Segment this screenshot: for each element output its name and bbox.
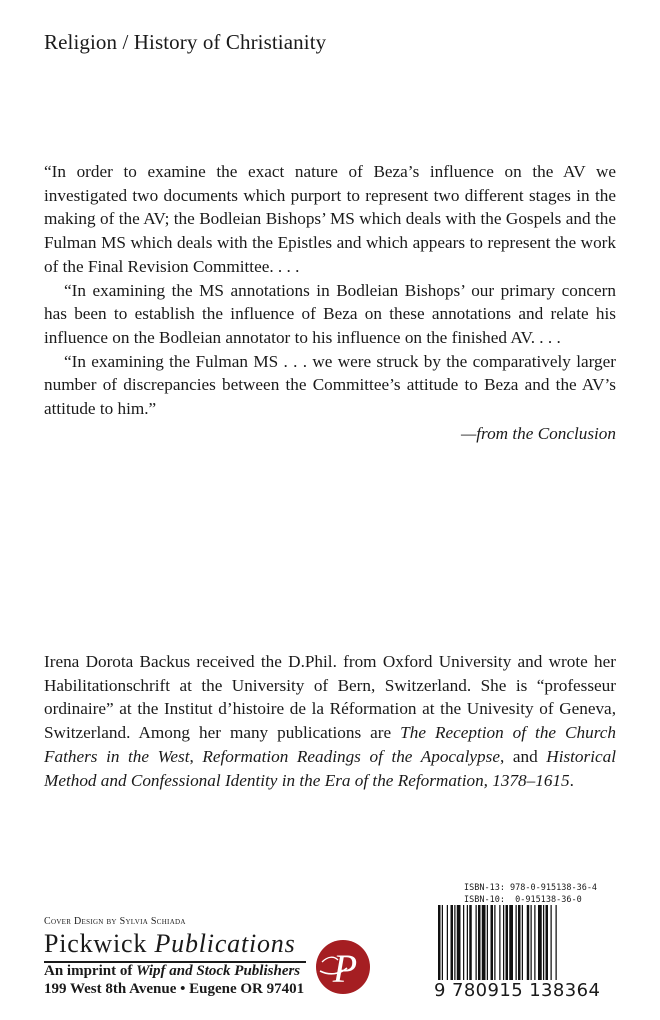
back-cover-quote (44, 160, 616, 445)
imprint-name: Wipf and Stock Publishers (136, 963, 301, 979)
cover-design-credit: Cover Design by Sylvia Schiada (44, 916, 186, 927)
bio-book-title-1: The Reception of the Church Fathers in the West (44, 723, 616, 766)
quote-paragraph-3: “In examining the Fulman MS . . . we were struck by the comparatively larger number of discrepancies between the Committee’s attitude to Beza and the AV’s attitude to him.” (44, 351, 616, 419)
publisher-logo-icon (314, 938, 372, 996)
bio-separator-2: , and (499, 746, 547, 766)
isbn-10: ISBN-10: 0-915138-36-0 (464, 895, 582, 905)
category-label: Religion / History of Christianity (44, 30, 327, 54)
publisher-name (44, 929, 296, 959)
bio-book-title-3: Historical Method and Confessional Identity in the Era of the Reformation, 1378–1615 (44, 746, 616, 790)
bio-text: Irena Dorota Backus received the D.Phil. from Oxford University and wrote her Habilitationschrift at the University of Bern, Switzerland. She is “professeur ordinaire” at the Institut d’histoire de la Réformation at the Univesity of Geneva, Switzerland. Among her many publications are (44, 652, 616, 743)
bio-book-title-2: Reformation Readings of the Apocalypse (202, 746, 500, 766)
isbn-block (464, 882, 597, 906)
publisher-address: 199 West 8th Avenue • Eugene OR 97401 (44, 981, 305, 997)
barcode-icon (436, 905, 620, 980)
imprint-prefix: An imprint of (44, 963, 137, 979)
author-bio (44, 650, 616, 792)
logo-letter: P (332, 946, 358, 991)
quote-paragraph-1: “In order to examine the exact nature of Beza’s influence on the AV we investigated two documents which purport to represent two different stages in the making of the AV; the Bodleian Bishops’ MS which deals with the Gospels and the Fulman MS which deals with the Epistles and which appears to represent the work of the Final Revision Committee. . . . (44, 162, 616, 276)
isbn-13: ISBN-13: 978-0-915138-36-4 (464, 883, 598, 893)
bio-separator-1: , (189, 746, 203, 766)
quote-attribution: —from the Conclusion (460, 423, 616, 443)
barcode-digits: 9 780915 138364 (434, 980, 601, 1001)
publisher-imprint (44, 963, 300, 980)
publisher-name-main: Pickwick (44, 929, 148, 958)
quote-paragraph-2: “In examining the MS annotations in Bodleian Bishops’ our primary concern has been to establish the influence of Beza on these annotations and relate his influence on the Bodleian annotator to his influence on the finished AV. . . . (44, 280, 616, 347)
publisher-name-italic: Publications (154, 929, 296, 958)
bio-end: . (569, 770, 574, 790)
